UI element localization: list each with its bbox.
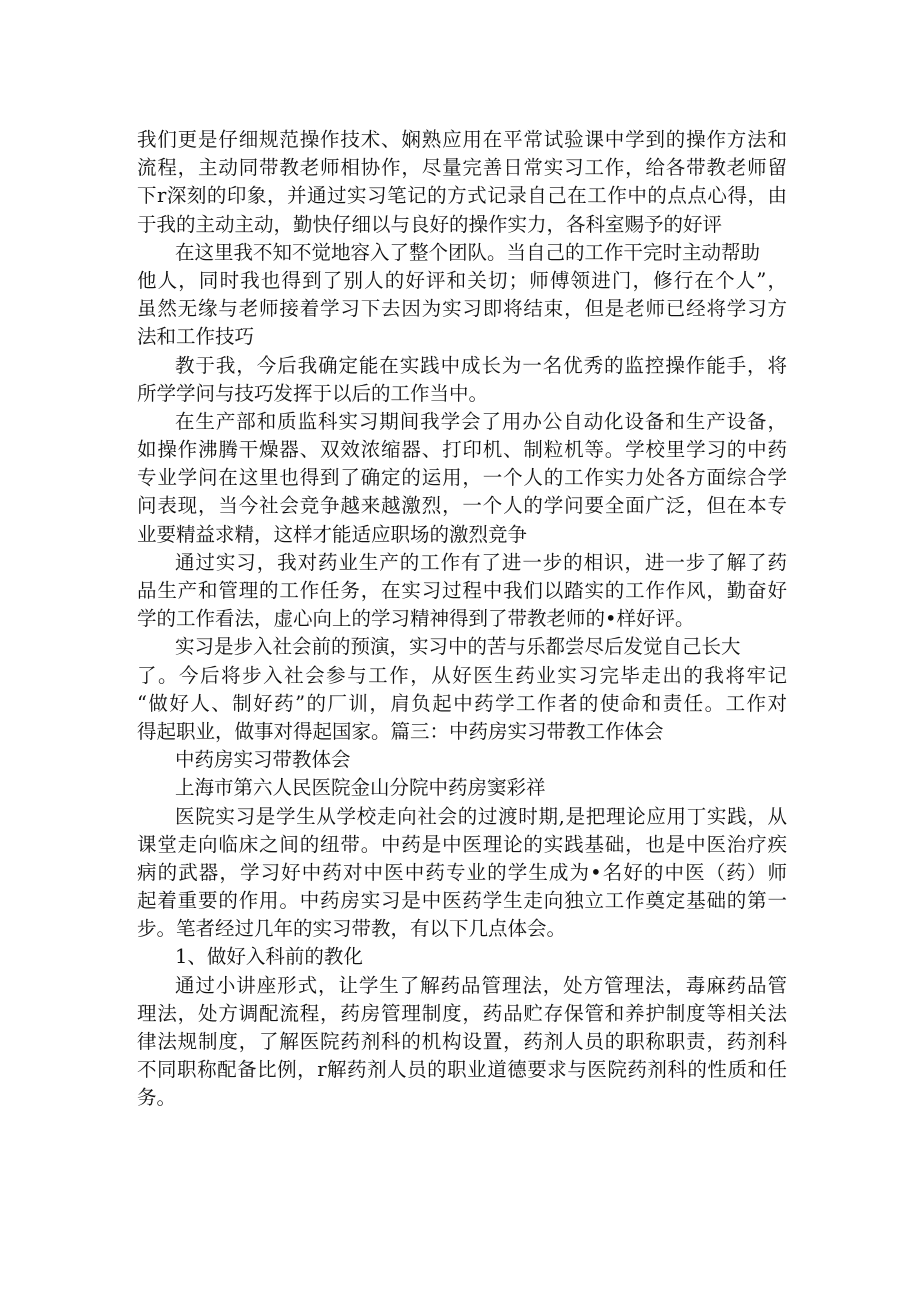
text-line: 法和工作技巧 [137,325,255,349]
text-line: 起着重要的作用。中药房实习是中医药学生走向独立工作奠定基础的第一 [137,889,787,913]
document-body [137,126,787,1113]
text-line: 医院实习是学生从学校走向社会的过渡时期,是把理论应用丁实践，从 [175,804,787,828]
text-line: 在这里我不知不觉地容入了整个团队。当自己的工作干完时主动帮助 [175,240,761,264]
text-line: 课堂走向临床之间的纽带。中药是中医理论的实践基础，也是中医治疗疾 [137,832,787,856]
text-line: “做好人、制好药”的厂训，肩负起中药学工作者的使命和责任。工作对 [137,691,787,715]
text-line: 病的武器，学习好中药对中医中药专业的学生成为•名好的中医（药）师 [137,860,787,884]
text-line: 实习是步入社会前的预演，实习中的苦与乐都尝尽后发觉自己长大 [175,635,741,659]
text-line: 他人，同时我也得到了别人的好评和关切；师傅领进门，修行在个人”， [137,268,787,292]
text-line: 理法，处方调配流程，药房管理制度，药品贮存保管和养护制度等相关法 [137,1001,787,1025]
text-line: 流程，主动同带教老师相协作，尽量完善日常实习工作，给各带教老师留 [137,156,787,180]
text-line: 了。今后将步入社会参与工作，从好医生药业实习完毕走出的我将牢记 [137,663,787,687]
text-line: 学的工作看法，虚心向上的学习精神得到了带教老师的•样好评。 [137,607,695,631]
text-line: 通过实习，我对药业生产的工作有了进一步的相识，进一步了解了药 [175,550,787,574]
text-line: 1、做好入科前的教化 [175,945,363,969]
text-line: 中药房实习带教体会 [175,748,351,772]
text-line: 虽然无缘与老师接着学习下去因为实习即将结束，但是老师已经将学习方 [137,297,787,321]
text-line: 如操作沸腾干燥器、双效浓缩器、打印机、制粒机等。学校里学习的中药 [137,438,787,462]
text-line: 问表现，当今社会竞争越来越激烈，一个人的学问要全面广泛，但在本专 [137,494,787,518]
text-line: 业要精益求精，这样才能适应职场的激烈竞争 [137,522,528,546]
text-line: 我们更是仔细规范操作技术、娴熟应用在平常试验课中学到的操作方法和 [137,128,787,151]
text-line: 得起职业，做事对得起国家。篇三：中药房实习带教工作体会 [137,719,664,743]
text-line: 步。笔者经过几年的实习带教，有以下几点体会。 [137,917,567,941]
text-line: 律法规制度，了解医院药剂科的机构设置，药剂人员的职称职责，药剂科 [137,1030,787,1053]
text-line: 专业学问在这里也得到了确定的运用，一个人的工作实力处各方面综合学 [137,466,787,490]
text-line: 不同职称配备比例，r解药剂人员的职业道德要求与医院药剂科的性质和任 [137,1058,787,1082]
text-line: 品生产和管理的工作任务，在实习过程中我们以踏实的工作作风，勤奋好 [137,579,787,602]
text-line: 教于我，今后我确定能在实践中成长为一名优秀的监控操作能手，将 [175,353,787,377]
text-line: 在生产部和质监科实习期间我学会了用办公自动化设备和生产设备， [175,409,787,433]
text-line: 于我的主动主动，勤快仔细以与良好的操作实力，各科室赐予的好评 [137,212,723,236]
text-line: 上海市第六人民医院金山分院中药房窦彩祥 [175,776,546,800]
text-line: 下r深刻的印象，并通过实习笔记的方式记录自己在工作中的点点心得，由 [137,184,787,208]
text-line: 通过小讲座形式，让学生了解药品管理法，处方管理法，毒麻药品管 [175,973,787,997]
text-line: 所学学问与技巧发挥于以后的工作当中。 [137,381,489,405]
text-line: 务。 [137,1086,177,1110]
